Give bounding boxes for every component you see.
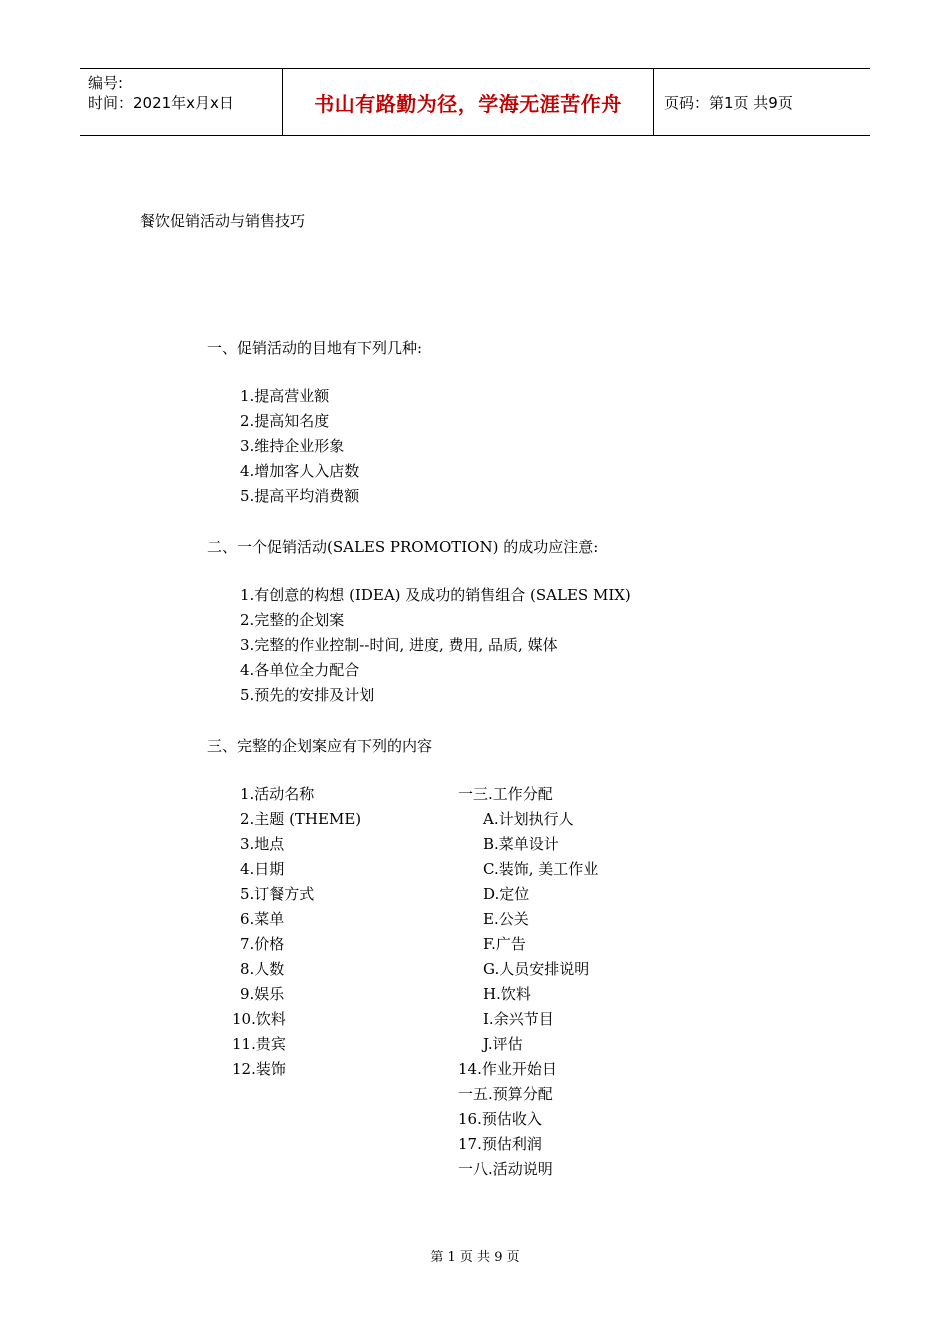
list-item: C.装饰, 美工作业 [483, 860, 599, 878]
number-label: 编号: [88, 74, 124, 92]
section-3-title: 三、完整的企划案应有下列的内容 [207, 737, 433, 755]
list-item: E.公关 [483, 910, 529, 928]
list-item: 11.贵宾 [232, 1035, 286, 1053]
list-item: 3.地点 [240, 835, 285, 853]
list-item: D.定位 [483, 885, 530, 903]
list-item: 2.主题 (THEME) [240, 810, 362, 828]
list-item: 17.预估利润 [458, 1135, 542, 1153]
header-page-cell [654, 69, 870, 135]
list-item: 2.完整的企划案 [240, 611, 345, 629]
list-item: 6.菜单 [240, 910, 285, 928]
list-item: B.菜单设计 [483, 835, 559, 853]
motto: 书山有路勤为径，学海无涯苦作舟 [314, 91, 622, 116]
list-item: 5.预先的安排及计划 [240, 686, 375, 704]
list-item: 9.娱乐 [240, 985, 285, 1003]
list-item: 5.订餐方式 [240, 885, 315, 903]
list-item: G.人员安排说明 [483, 960, 590, 978]
page-label: 页码：第1页 共9页 [664, 93, 793, 112]
list-item: 一三.工作分配 [458, 785, 553, 803]
list-item: 一八.活动说明 [458, 1160, 553, 1178]
list-item: 1.提高营业额 [240, 387, 330, 405]
list-item: I.余兴节目 [483, 1010, 554, 1028]
header-motto-cell [282, 69, 654, 135]
list-item: 一五.预算分配 [458, 1085, 553, 1103]
list-item: 12.装饰 [232, 1060, 286, 1078]
list-item: 4.日期 [240, 860, 285, 878]
page-header [80, 68, 870, 136]
page-footer: 第 1 页 共 9 页 [430, 1250, 520, 1265]
list-item: 16.预估收入 [458, 1110, 542, 1128]
time-label: 时间：2021年x月x日 [88, 94, 234, 112]
list-item: 3.完整的作业控制--时间, 进度, 费用, 品质, 媒体 [240, 636, 558, 654]
list-item: F.广告 [483, 935, 526, 953]
header-info [80, 69, 282, 135]
list-item: 7.价格 [240, 935, 285, 953]
list-item: 1.有创意的构想 (IDEA) 及成功的销售组合 (SALES MIX) [240, 586, 631, 604]
list-item: 10.饮料 [232, 1010, 286, 1028]
list-item: 8.人数 [240, 960, 285, 978]
list-item: 1.活动名称 [240, 785, 315, 803]
section-1-title: 一、促销活动的目地有下列几种: [207, 339, 423, 357]
list-item: H.饮料 [483, 985, 531, 1003]
list-item: A.计划执行人 [483, 810, 574, 828]
section-2-title: 二、一个促销活动(SALES PROMOTION) 的成功应注意: [207, 538, 599, 556]
list-item: 4.增加客人入店数 [240, 462, 360, 480]
list-item: 5.提高平均消费额 [240, 487, 360, 505]
list-item: 4.各单位全力配合 [240, 661, 360, 679]
list-item: 3.维持企业形象 [240, 437, 345, 455]
list-item: 2.提高知名度 [240, 412, 330, 430]
list-item: J.评估 [483, 1035, 523, 1053]
list-item: 14.作业开始日 [458, 1060, 557, 1078]
document-title: 餐饮促销活动与销售技巧 [140, 212, 306, 230]
